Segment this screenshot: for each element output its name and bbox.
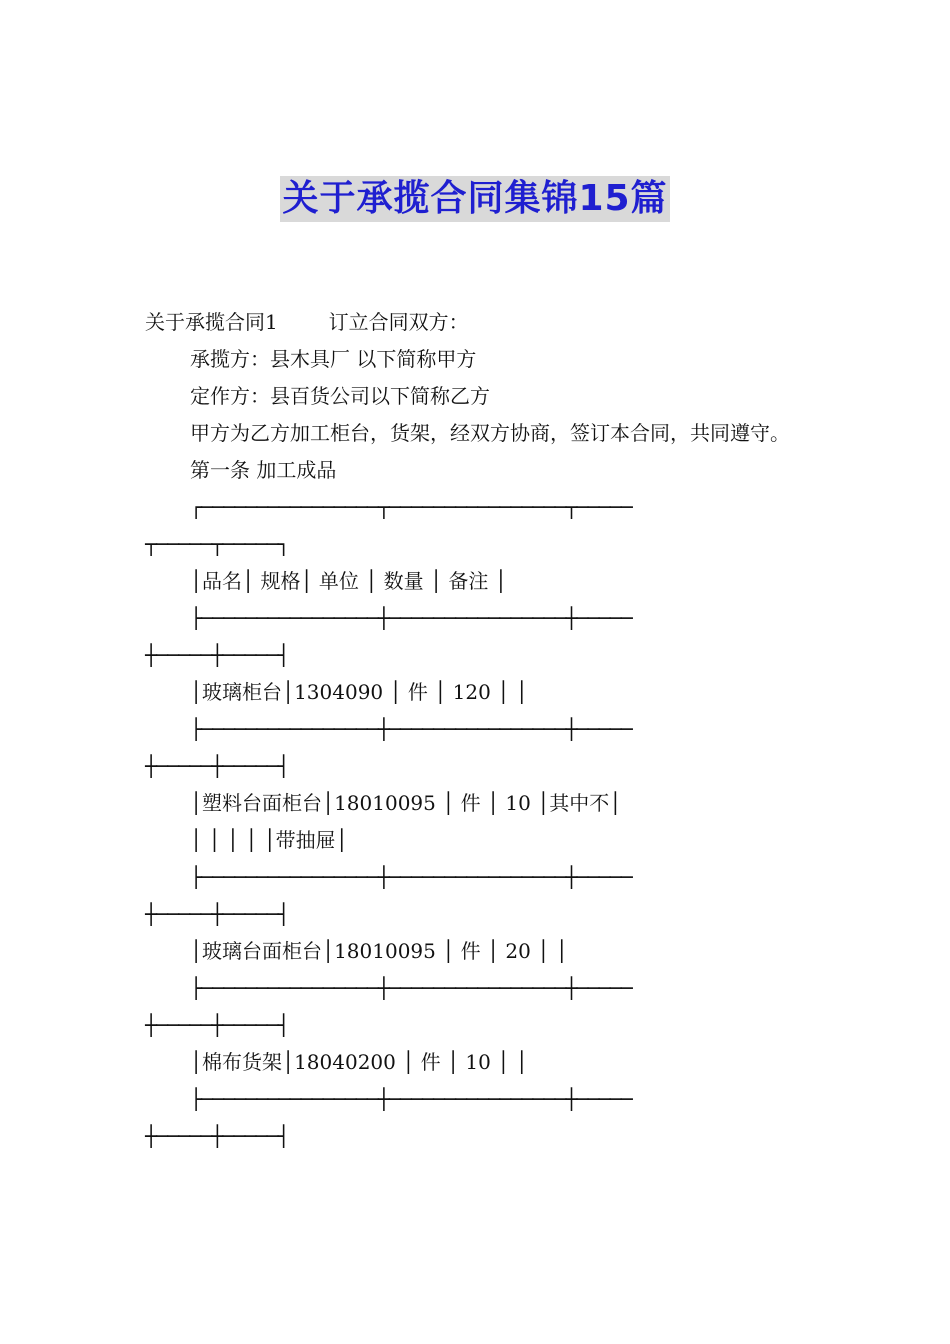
document-body (145, 304, 805, 1155)
table-divider-b: ┼─────┼─────┤ (145, 643, 289, 667)
title-container (0, 176, 950, 222)
table-header-row: │品名│ 规格│ 单位 │ 数量 │ 备注 │ (190, 569, 507, 593)
table-row: │塑料台面柜台│18010095 │ 件 │ 10 │其中不│ (190, 791, 622, 815)
table-top-rule-a: ┌────────────────┬────────────────┬───── (190, 495, 632, 519)
table-divider-a: ├────────────────┼────────────────┼───── (190, 717, 632, 741)
purpose-paragraph: 甲方为乙方加工柜台，货架，经双方协商，签订本合同，共同遵守。 (190, 421, 790, 445)
table-row: │玻璃台面柜台│18010095 │ 件 │ 20 │ │ (190, 939, 568, 963)
table-row: │玻璃柜台│1304090 │ 件 │ 120 │ │ (190, 680, 528, 704)
table-divider-b: ┼─────┼─────┤ (145, 902, 289, 926)
section-intro: 订立合同双方： (328, 310, 469, 334)
table-divider-a: ├────────────────┼────────────────┼───── (190, 606, 632, 630)
table-row: │棉布货架│18040200 │ 件 │ 10 │ │ (190, 1050, 528, 1074)
table-top-rule-b: ┬─────┬─────┐ (145, 532, 289, 556)
table-divider-a: ├────────────────┼────────────────┼───── (190, 1087, 632, 1111)
table-divider-b: ┼─────┼─────┤ (145, 754, 289, 778)
table-divider-b: ┼─────┼─────┤ (145, 1013, 289, 1037)
article-1-heading: 第一条 加工成品 (190, 458, 337, 482)
table-divider-a: ├────────────────┼────────────────┼───── (190, 976, 632, 1000)
table-row-continuation: │ │ │ │ │带抽屉│ (190, 828, 348, 852)
section-heading: 关于承揽合同1 (145, 310, 278, 334)
contractor-line: 承揽方：县木具厂 以下简称甲方 (190, 347, 477, 371)
client-line: 定作方：县百货公司以下简称乙方 (190, 384, 490, 408)
table-divider-b: ┼─────┼─────┤ (145, 1124, 289, 1148)
document-title: 关于承揽合同集锦15篇 (280, 176, 669, 222)
section-heading-line (145, 304, 805, 341)
table-divider-a: ├────────────────┼────────────────┼───── (190, 865, 632, 889)
